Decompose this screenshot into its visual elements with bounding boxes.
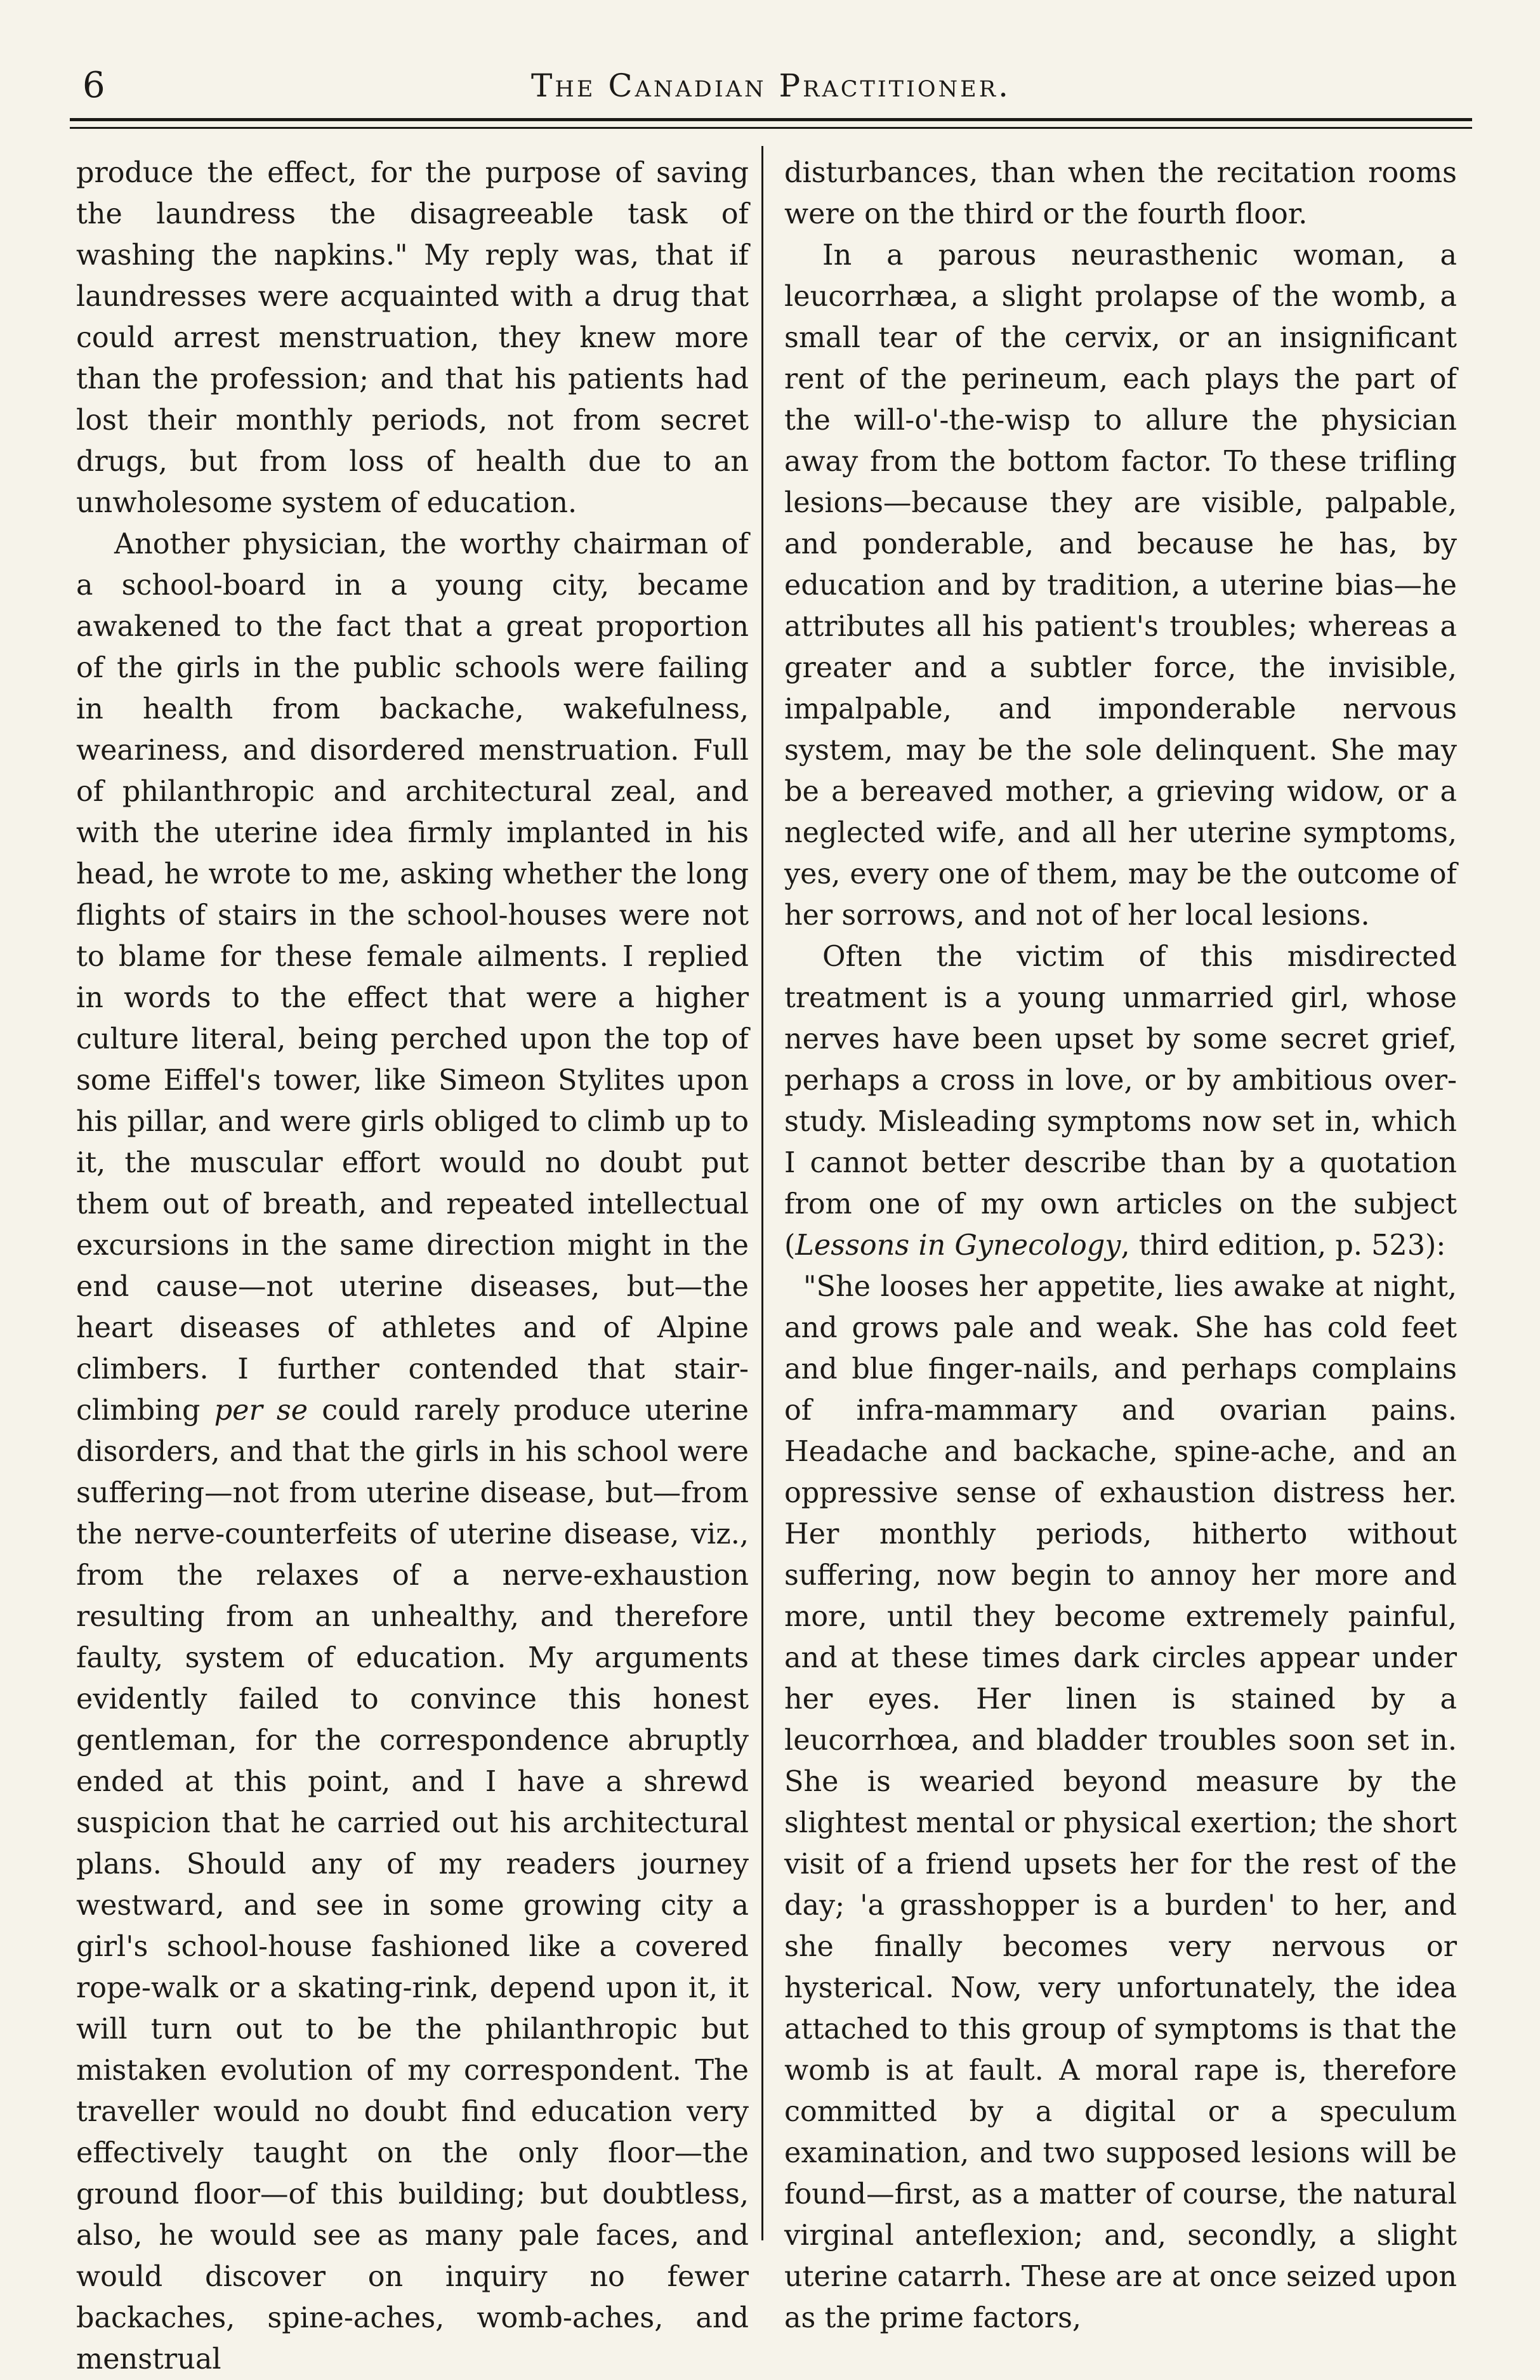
left-paragraph-2-text-a: Another physician, the worthy chairman of a school-board in a young city, became awakened to the fact that a great proportion of the girls in the public schools were failing in health from backache, wakefulness, weariness, and disordered menstruation. Full of philanthropic and architectural zeal, and with the uterine idea firmly implanted in his head, he wrote to me, asking whether the long flights of stairs in the school-houses were not to blame for these female ailments. I replied in words to the effect that were a higher culture literal, being perched upon the top of some Eiffel's tower, like Simeon Stylites upon his pillar, and were girls obliged to climb up to it, the muscular effort would no doubt put them out of breath, and repeated intellectual excursions in the same direction might in the end cause—not uterine diseases, but—the heart diseases of athletes and of Alpine climbers. I further contended that stair-climbing [76,528,749,1427]
left-column [76,152,749,2376]
page-number: 6 [82,65,105,106]
right-paragraph-3-text-b: , third edition, p. 523): [1121,1229,1446,1262]
page-header [70,63,1472,114]
right-column [784,152,1457,2334]
running-title: The Canadian Practitioner. [531,67,1011,104]
header-rule-thin [70,127,1472,129]
right-paragraph-4-quotation: "She looses her appetite, lies awake at night, and grows pale and weak. She has cold feet and blue finger-nails, and perhaps complains of infra-mammary and ovarian pains. Headache and backache, spine-ache, and an oppressive sense of exhaustion distress her. Her monthly periods, hitherto without suffering, now begin to annoy her more and more, until they become extremely painful, and at these times dark circles appear under her eyes. Her linen is stained by a leucorrhœa, and bladder troubles soon set in. She is wearied beyond measure by the slightest mental or physical exertion; the short visit of a friend upsets her for the rest of the day; 'a grasshopper is a burden' to her, and she finally becomes very nervous or hysterical. Now, very unfortunately, the idea attached to this group of symptoms is that the womb is at fault. A moral rape is, therefore committed by a digital or a speculum examination, and two supposed lesions will be found—first, as a matter of course, the natural virginal anteflexion; and, secondly, a slight uterine catarrh. These are at once seized upon as the prime factors, [784,1271,1457,2334]
right-paragraph-3 [784,936,1457,1266]
right-paragraph-2: In a parous neurasthenic woman, a leucorrhæa, a slight prolapse of the womb, a small tear of the cervix, or an insignificant rent of the perineum, each plays the part of the will-o'-the-wisp to allure the physician away from the bottom factor. To these trifling lesions—because they are visible, palpable, and ponderable, and because he has, by education and by tradition, a uterine bias—he attributes all his patient's troubles; whereas a greater and a subtler force, the invisible, impalpable, and imponderable nervous system, may be the sole delinquent. She may be a bereaved mother, a grieving widow, or a neglected wife, and all her uterine symptoms, yes, every one of them, may be the outcome of her sorrows, and not of her local lesions. [784,239,1457,932]
header-rule-thick [70,118,1472,121]
left-paragraph-2-text-b: could rarely produce uterine disorders, and that the girls in his school were suffering—not from uterine disease, but—from the nerve-counterfeits of uterine disease, viz., from the relaxes of a nerve-exhaustion resulting from an unhealthy, and therefore faulty, system of education. My arguments evidently failed to convince this honest gentleman, for the correspondence abruptly ended at this point, and I have a shrewd suspicion that he carried out his architectural plans. Should any of my readers journey westward, and see in some growing city a girl's school-house fashioned like a covered rope-walk or a skating-rink, depend upon it, it will turn out to be the philanthropic but mistaken evolution of my correspondent. The traveller would no doubt find education very effectively taught on the only floor—the ground floor—of this building; but doubtless, also, he would see as many pale faces, and would discover on inquiry no fewer backaches, spine-aches, womb-aches, and menstrual [76,1394,749,2376]
left-paragraph-2 [76,524,749,2380]
right-paragraph-3-italic: Lessons in Gynecology [795,1229,1121,1262]
column-divider [761,146,763,2240]
right-paragraph-1: disturbances, than when the recitation rooms were on the third or the fourth floor. [784,157,1457,230]
left-paragraph-2-italic: per se [214,1394,308,1427]
left-paragraph-1: produce the effect, for the purpose of saving the laundress the disagreeable task of washing the napkins." My reply was, that if laundresses were acquainted with a drug that could arrest menstruation, they knew more than the profession; and that his patients had lost their monthly periods, not from secret drugs, but from loss of health due to an unwholesome system of education. [76,157,749,519]
right-paragraph-3-text-a: Often the victim of this misdirected treatment is a young unmarried girl, whose nerves have been upset by some secret grief, perhaps a cross in love, or by ambitious over-study. Misleading symptoms now set in, which I cannot better describe than by a quotation from one of my own articles on the subject ( [784,941,1457,1262]
